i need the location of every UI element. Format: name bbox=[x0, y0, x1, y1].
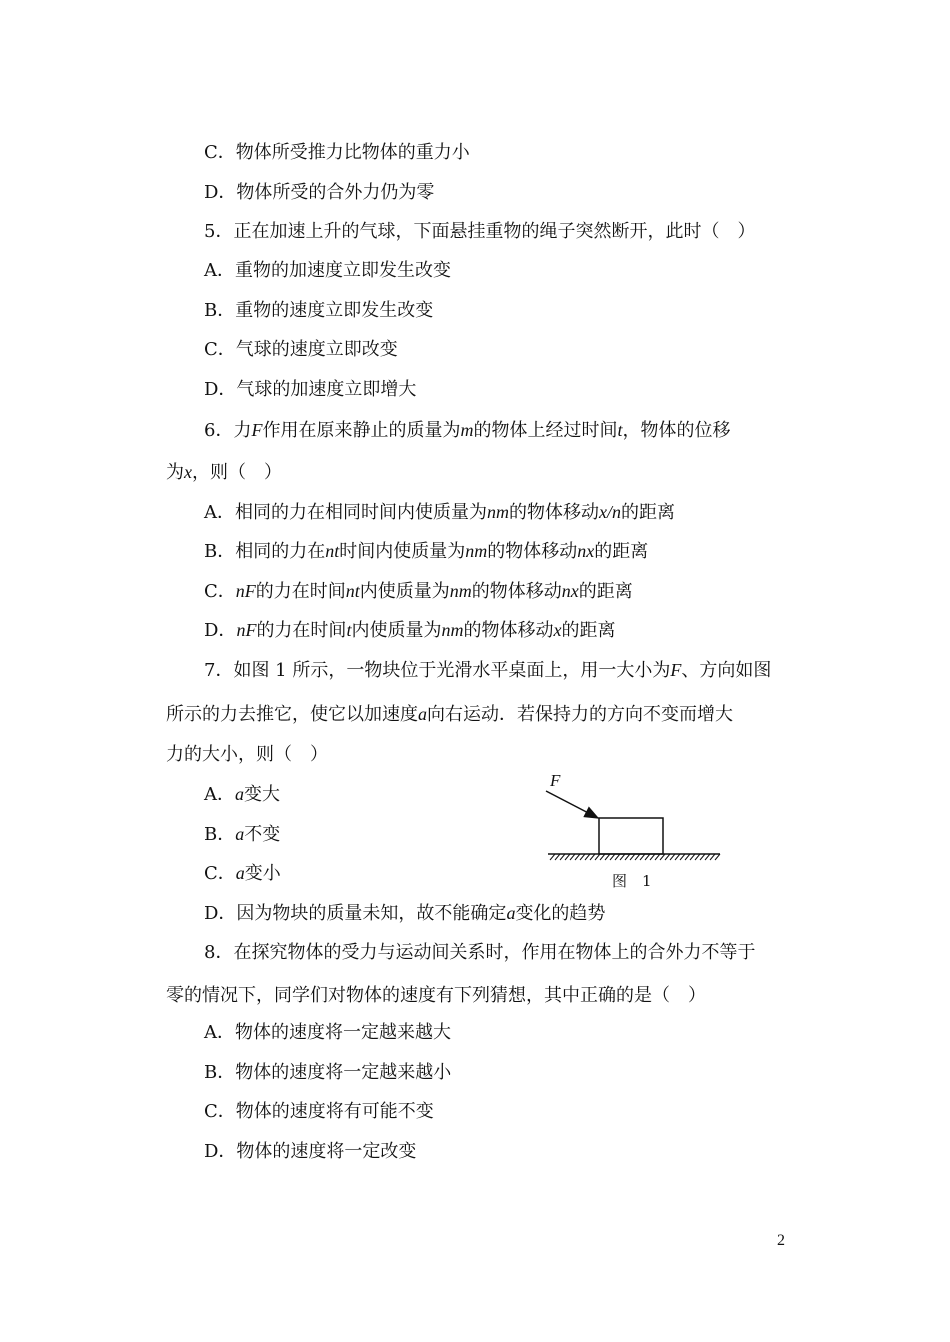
q6-option-a: A．相同的力在相同时间内使质量为nm的物体移动x/n的距离 bbox=[204, 502, 675, 523]
q6-option-b: B．相同的力在nt时间内使质量为nm的物体移动nx的距离 bbox=[204, 541, 649, 562]
q7-option-c: C．a变小 bbox=[204, 863, 281, 884]
q8-option-d: D．物体的速度将一定改变 bbox=[204, 1141, 417, 1162]
q5-option-c: C．气球的速度立即改变 bbox=[204, 339, 398, 360]
q4-option-c: C．物体所受推力比物体的重力小 bbox=[204, 142, 470, 163]
block bbox=[599, 818, 663, 854]
surface-hatching bbox=[550, 854, 720, 860]
q8-option-a: A．物体的速度将一定越来越大 bbox=[204, 1022, 451, 1043]
q5-stem: 5．正在加速上升的气球，下面悬挂重物的绳子突然断开，此时（ ） bbox=[204, 221, 756, 242]
q8-stem-line1: 8．在探究物体的受力与运动间关系时，作用在物体上的合外力不等于 bbox=[204, 942, 756, 963]
q4-option-d: D．物体所受的合外力仍为零 bbox=[204, 182, 435, 203]
force-arrow bbox=[546, 791, 598, 818]
q7-stem-line1: 7．如图 1 所示，一物块位于光滑水平桌面上，用一大小为F、方向如图 bbox=[204, 660, 772, 681]
q7-stem-line3: 力的大小，则（ ） bbox=[166, 744, 328, 765]
force-label: F bbox=[550, 771, 561, 790]
q7-option-a: A．a变大 bbox=[204, 784, 280, 805]
q5-option-b: B．重物的速度立即发生改变 bbox=[204, 300, 434, 321]
q6-stem-line1: 6．力F作用在原来静止的质量为m的物体上经过时间t，物体的位移 bbox=[204, 420, 731, 441]
q6-option-c: C．nF的力在时间nt内使质量为nm的物体移动nx的距离 bbox=[204, 581, 633, 602]
q8-option-b: B．物体的速度将一定越来越小 bbox=[204, 1062, 452, 1083]
q6-option-d: D．nF的力在时间t内使质量为nm的物体移动x的距离 bbox=[204, 620, 616, 641]
q7-option-d: D．因为物块的质量未知，故不能确定a变化的趋势 bbox=[204, 903, 606, 924]
q7-option-b: B．a不变 bbox=[204, 824, 281, 845]
q5-option-a: A．重物的加速度立即发生改变 bbox=[204, 260, 451, 281]
page-number: 2 bbox=[777, 1232, 785, 1249]
figure-1 bbox=[540, 768, 730, 898]
q6-stem-line2: 为x，则（ ） bbox=[166, 462, 282, 483]
q7-stem-line2: 所示的力去推它，使它以加速度a向右运动．若保持力的方向不变而增大 bbox=[166, 704, 733, 725]
figure-caption: 图 1 bbox=[612, 872, 652, 890]
q8-stem-line2: 零的情况下，同学们对物体的速度有下列猜想，其中正确的是（ ） bbox=[166, 985, 706, 1006]
q5-option-d: D．气球的加速度立即增大 bbox=[204, 379, 417, 400]
q8-option-c: C．物体的速度将有可能不变 bbox=[204, 1101, 434, 1122]
